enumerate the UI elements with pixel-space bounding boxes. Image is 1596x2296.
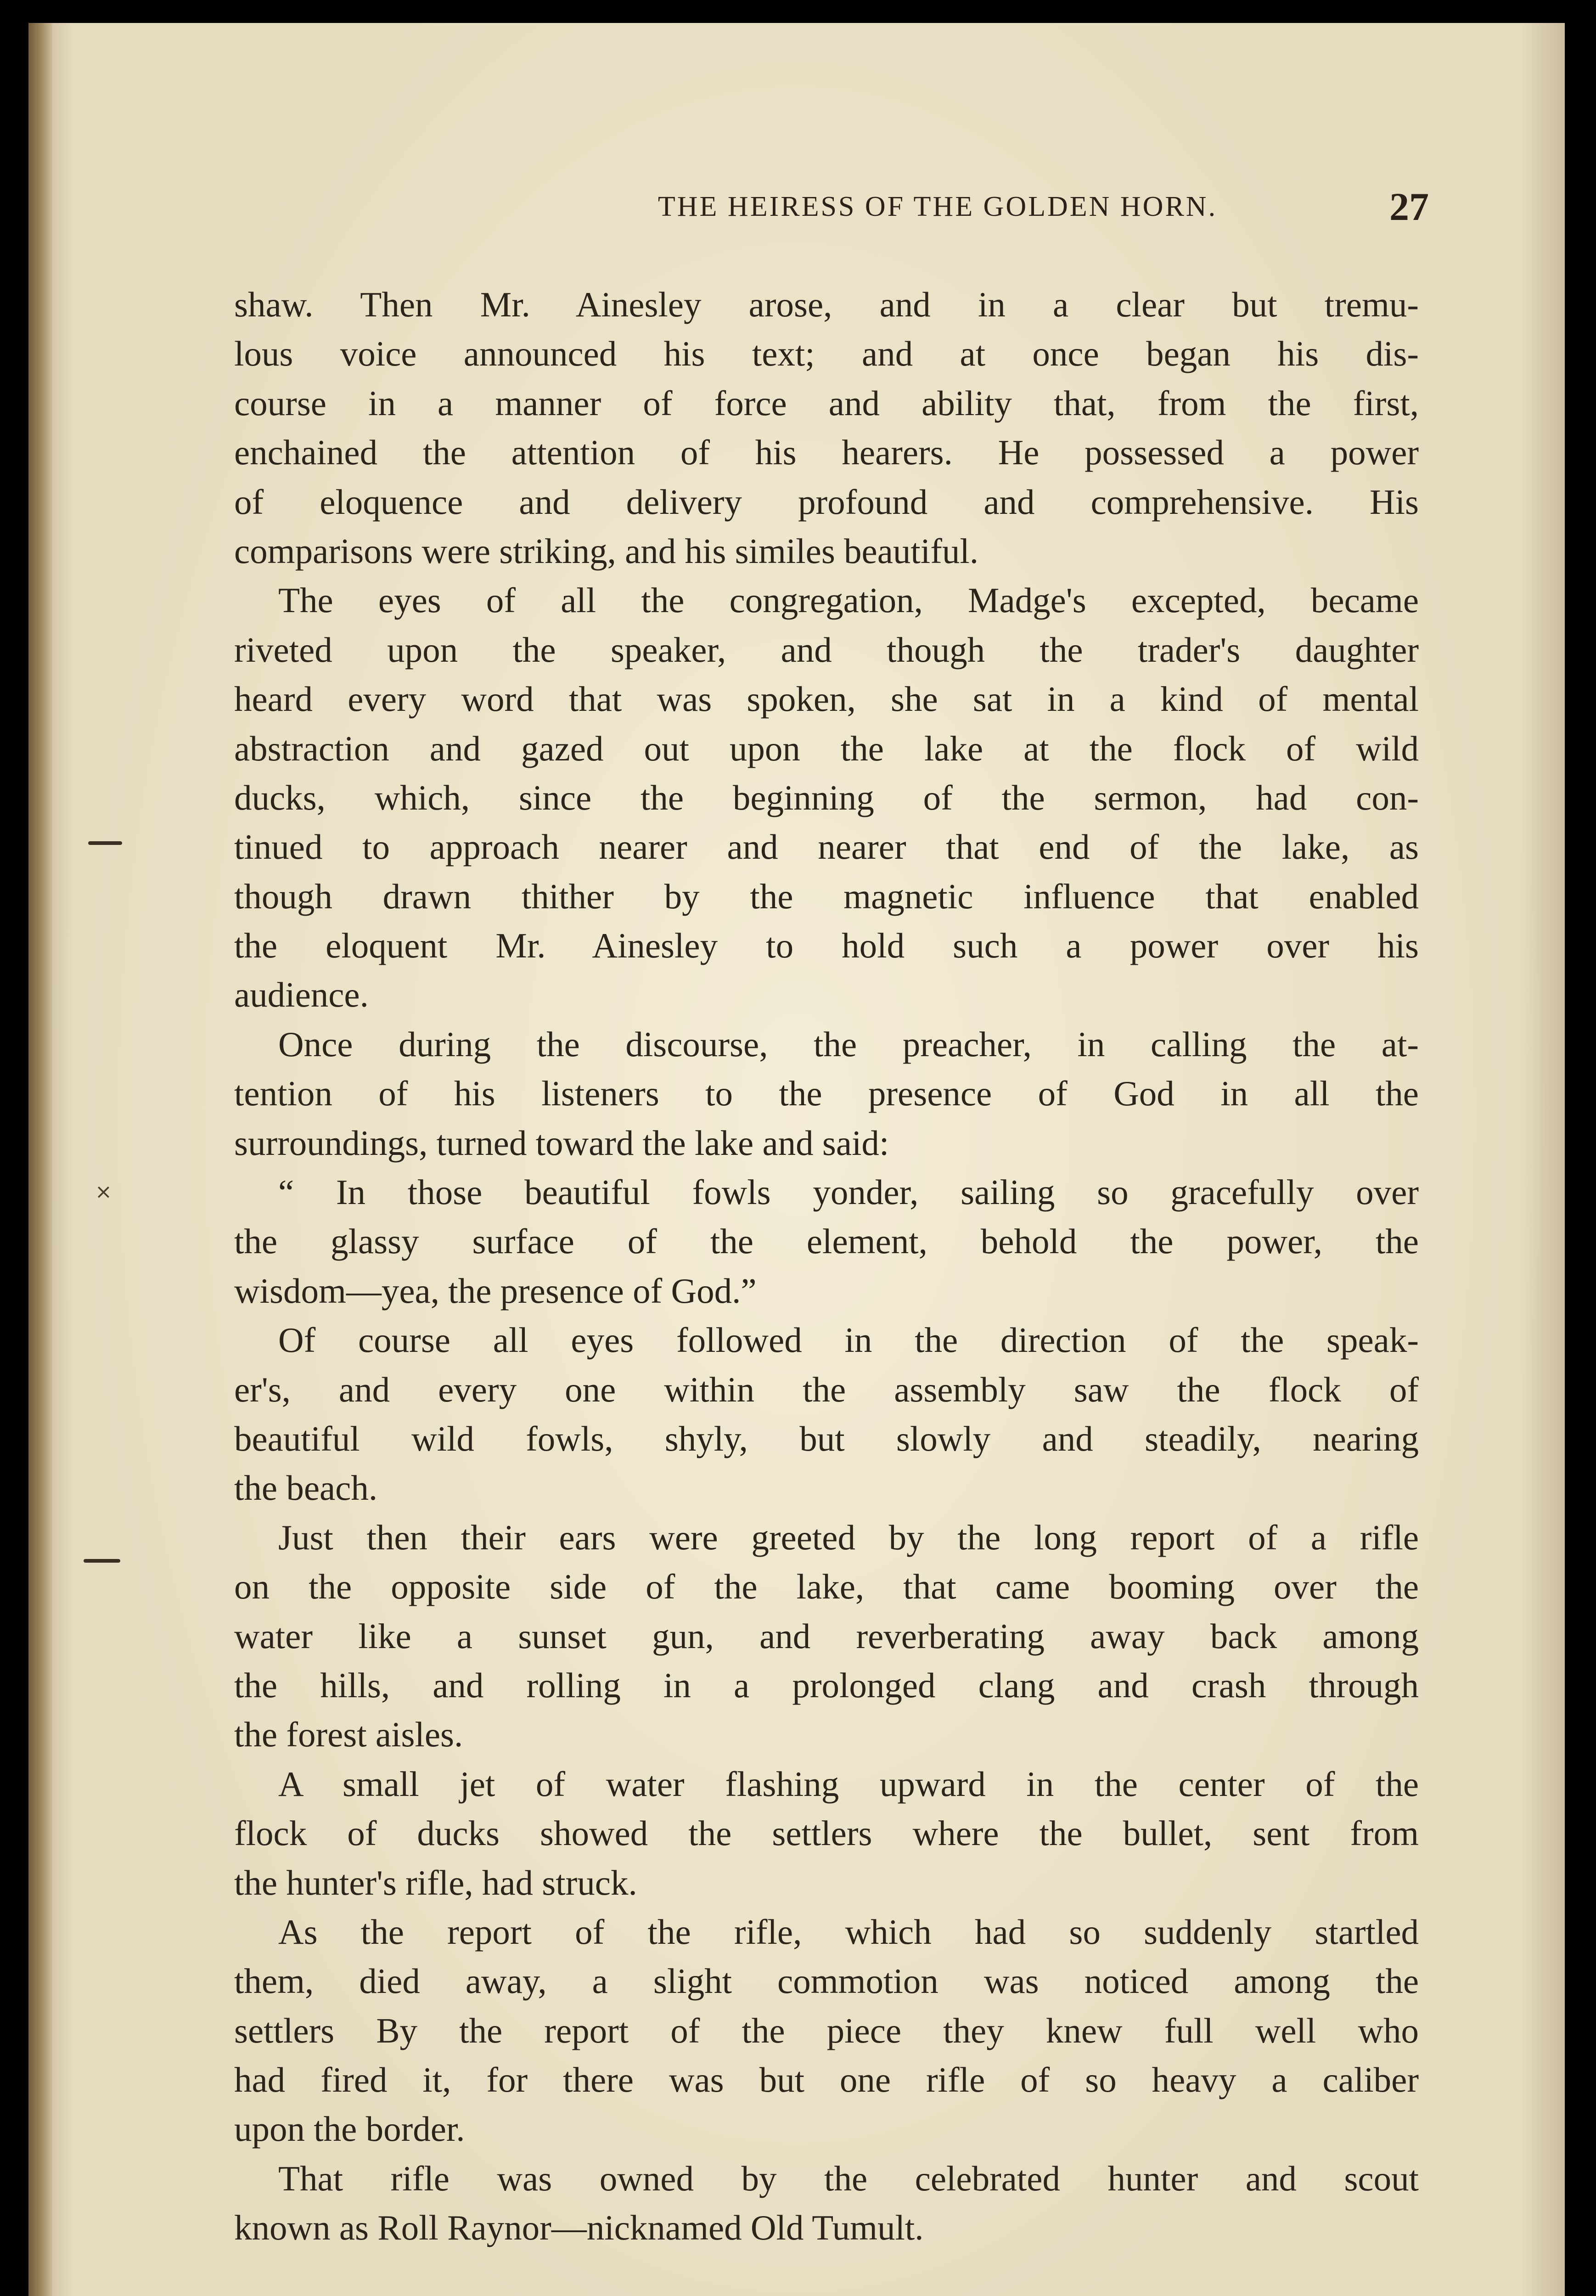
text-line: A small jet of water flashing upward in the center of the	[278, 1764, 1419, 1804]
book-page	[28, 23, 1565, 2296]
text-line: The eyes of all the congregation, Madge's excepted, became	[278, 580, 1419, 620]
text-line: shaw. Then Mr. Ainesley arose, and in a clear but tremu-	[234, 285, 1419, 324]
text-line: the glassy surface of the element, behold the power, the	[234, 1221, 1419, 1261]
text-line: had fired it, for there was but one rifle of so heavy a caliber	[234, 2060, 1419, 2100]
text-line: Just then their ears were greeted by the long report of a rifle	[278, 1517, 1419, 1557]
text-line: course in a manner of force and ability that, from the first,	[234, 383, 1419, 423]
text-line: the hunter's rifle, had struck.	[234, 1863, 637, 1902]
margin-mark	[84, 1559, 120, 1563]
margin-mark: ⨯	[95, 1180, 112, 1204]
text-line: abstraction and gazed out upon the lake at the flock of wild	[234, 728, 1419, 768]
text-line: the beach.	[234, 1468, 378, 1508]
text-line: the forest aisles.	[234, 1715, 463, 1755]
text-line: of eloquence and delivery profound and comprehensive. His	[234, 482, 1419, 522]
text-line: That rifle was owned by the celebrated hunter and scout	[278, 2158, 1419, 2198]
text-line: As the report of the rifle, which had so suddenly startled	[278, 1912, 1419, 1952]
text-line: Of course all eyes followed in the direction of the speak-	[278, 1320, 1419, 1360]
running-title: THE HEIRESS OF THE GOLDEN HORN.	[658, 191, 1218, 222]
text-line: water like a sunset gun, and reverberating away back among	[234, 1616, 1419, 1656]
text-line: wisdom—yea, the presence of God.”	[234, 1271, 757, 1311]
body-text	[234, 280, 1419, 2253]
text-line: er's, and every one within the assembly saw the flock of	[234, 1369, 1419, 1409]
page-number: 27	[1389, 185, 1429, 229]
text-line: beautiful wild fowls, shyly, but slowly and steadily, nearing	[234, 1418, 1419, 1458]
text-line: surroundings, turned toward the lake and said:	[234, 1123, 889, 1163]
text-line: the hills, and rolling in a prolonged clang and crash through	[234, 1665, 1419, 1705]
text-line: tention of his listeners to the presence of God in all the	[234, 1074, 1419, 1114]
text-line: upon the border.	[234, 2109, 465, 2149]
text-line: lous voice announced his text; and at once began his dis-	[234, 334, 1419, 374]
text-line: riveted upon the speaker, and though the trader's daughter	[234, 630, 1419, 670]
text-line: Once during the discourse, the preacher, in calling the at-	[278, 1024, 1419, 1064]
text-line: heard every word that was spoken, she sat in a kind of mental	[234, 679, 1419, 719]
text-line: “ In those beautiful fowls yonder, sailing so gracefully over	[278, 1172, 1419, 1212]
page-gutter	[28, 23, 52, 2296]
text-line: tinued to approach nearer and nearer that end of the lake, as	[234, 827, 1419, 867]
text-line: known as Roll Raynor—nicknamed Old Tumult.	[234, 2208, 924, 2248]
text-line: them, died away, a slight commotion was noticed among the	[234, 1961, 1419, 2001]
text-line: though drawn thither by the magnetic influence that enabled	[234, 876, 1419, 916]
text-line: the eloquent Mr. Ainesley to hold such a power over his	[234, 926, 1419, 966]
text-line: audience.	[234, 975, 369, 1015]
text-line: comparisons were striking, and his similes beautiful.	[234, 531, 978, 571]
text-line: enchained the attention of his hearers. He possessed a power	[234, 433, 1419, 473]
text-line: ducks, which, since the beginning of the sermon, had con-	[234, 777, 1419, 817]
text-line: settlers By the report of the piece they knew full well who	[234, 2010, 1419, 2050]
margin-mark	[88, 841, 122, 845]
text-line: on the opposite side of the lake, that came booming over the	[234, 1567, 1419, 1607]
text-line: flock of ducks showed the settlers where the bullet, sent from	[234, 1813, 1419, 1853]
